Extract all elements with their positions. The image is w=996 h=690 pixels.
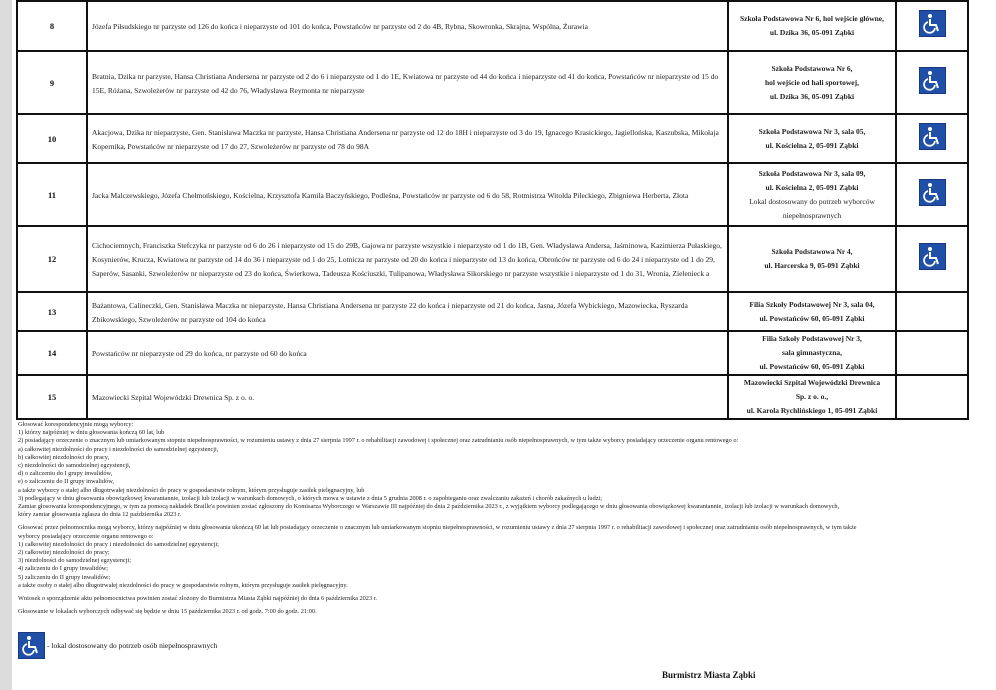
polling-place-line: Szkoła Podstawowa Nr 3, sala 09,	[758, 168, 866, 178]
note-line: 2) całkowitej niezdolności do pracy;	[18, 549, 110, 557]
polling-place-line: sala gimnastyczna,	[782, 348, 842, 357]
polling-place-line: ul. Powstańców 60, 05-091 Ząbki	[759, 313, 865, 323]
polling-place-line: ul. Dzika 36, 05-091 Ząbki	[769, 91, 855, 101]
polling-place	[728, 51, 896, 114]
note-line: c) niezdolności do samodzielnej egzystencji,	[18, 462, 131, 470]
ward-number: 12	[17, 226, 87, 292]
accessibility-legend	[18, 632, 217, 659]
accessibility-cell	[896, 375, 968, 419]
accessibility-cell	[896, 114, 968, 163]
legend-text: - lokal dostosowany do potrzeb osób niepełnosprawnych	[47, 641, 218, 650]
note-line: który zamiar głosowania zgłasza do dnia 12 października 2023 r.	[18, 511, 182, 519]
table-row	[17, 292, 968, 331]
proxy-voting-notes	[18, 524, 983, 590]
wheelchair-icon	[18, 632, 45, 659]
polling-place-line: ul. Karola Rychlińskiego 1, 05-091 Ząbki	[746, 406, 878, 415]
polling-place-line: ul. Powstańców 60, 05-091 Ząbki	[759, 362, 865, 371]
accessibility-cell	[896, 1, 968, 51]
table-row	[17, 375, 968, 419]
polling-place	[728, 331, 896, 375]
note-line: wyborcy posiadający orzeczenie organu rentowego o:	[18, 532, 154, 540]
polling-stations-table	[16, 0, 969, 420]
table-row	[17, 1, 968, 51]
polling-place-line: Szkoła Podstawowa Nr 6,	[771, 63, 853, 73]
note-line: Głosować przez pełnomocnika mogą wyborcy, którzy najpóźniej w dniu głosowania ukończą 60 lat lub posiadający orzeczenie o znacznym lub umiarkowanym stopniu niepełnosprawności, w rozumieniu ustawy z dnia 27 sierpnia 1997 r. o rehabilitacji zawodowej i społecznej oraz zatrudnianiu osób niepełnosprawnych, w tym także	[18, 524, 857, 532]
ward-streets: Jacka Malczewskiego, Józefa Chełmońskiego, Kościelna, Krzysztofa Kamila Baczyńskiego, Podleśna, Powstańców nr parzyste od 6 do 58, Rotmistrza Witolda Pileckiego, Zbigniewa Herberta, Złota	[87, 163, 728, 226]
accessibility-cell	[896, 226, 968, 292]
note-line: 3) podlegający w dniu głosowania obowiązkowej kwarantannie, izolacji lub izolacji w warunkach domowych, o których mowa w ustawie z dnia 5 grudnia 2008 r. o zapobieganiu oraz zwalczaniu zakażeń i chorób zakaźnych u ludzi;	[18, 494, 603, 502]
note-line: e) o zaliczeniu do II grupy inwalidów,	[18, 478, 114, 486]
polling-place-line: Szkoła Podstawowa Nr 3, sala 05,	[758, 126, 866, 136]
table-row	[17, 331, 968, 375]
table-row	[17, 163, 968, 226]
polling-place	[728, 292, 896, 331]
polling-place-line: Szkoła Podstawowa Nr 6, hol wejście główne,	[739, 14, 885, 23]
note-line: 2) posiadający orzeczenie o znacznym lub umiarkowanym stopniu niepełnosprawności, w rozumieniu ustawy z dnia 27 sierpnia 1997 r. o rehabilitacji zawodowej i społecznej oraz zatrudnianiu osób niepełnosprawnych, w tym także wyborcy posiadający orzeczenie organu rentowego o:	[18, 437, 739, 445]
ward-streets: Mazowiecki Szpital Wojewódzki Drewnica Sp. z o. o.	[87, 375, 728, 419]
note-line: Zamiar głosowania korespondencyjnego, w tym za pomocą nakładek Braille'a powinien zostać zgłoszony do Komisarza Wyborczego w Warszawie III najpóźniej do dnia 2 października 2023 r., z wyjątkiem wyborcy podlegającego w dniu głosowania obowiązkowej kwarantannie, izolacji lub izolacji w warunkach domowych,	[18, 503, 840, 511]
signature-mayor: Burmistrz Miasta Ząbki	[662, 670, 756, 680]
wheelchair-icon	[919, 67, 946, 94]
ward-number: 13	[17, 292, 87, 331]
table-row	[17, 51, 968, 114]
note-line: 4) zaliczeniu do I grupy inwalidów;	[18, 565, 109, 573]
accessibility-cell	[896, 51, 968, 114]
ward-streets: Akacjowa, Dzika nr nieparzyste, Gen. Stanisława Maczka nr parzyste, Hansa Christiana Andersena nr parzyste od 12 do 18H i nieparzyste od 3 do 19, Ignacego Krasickiego, Jagiellońska, Kaszubska, Mikołaja Kopernika, Powstańców nr nieparzyste od 17 do 27, Szwoleżerów nr parzyste od 78 do 98A	[87, 114, 728, 163]
postal-voting-notes	[18, 421, 983, 519]
note-line: Głosować korespondencyjnie mogą wyborcy:	[18, 421, 134, 428]
accessibility-cell	[896, 331, 968, 375]
table-row	[17, 114, 968, 163]
ward-streets: Bażantowa, Calineczki, Gen. Stanisława Maczka nr nieparzyste, Hansa Christiana Andersena nr parzyste 22 do końca i nieparzyste od 21 do końca, Jasna, Józefa Wybickiego, Mazowiecka, Ryszarda Zbikowskiego, Szwoleżerów nr parzyste od 104 do końca	[87, 292, 728, 331]
accessibility-cell	[896, 292, 968, 331]
wheelchair-icon	[919, 123, 946, 150]
polling-place	[728, 375, 896, 419]
polling-place	[728, 114, 896, 163]
polling-place	[728, 163, 896, 226]
ward-number: 15	[17, 375, 87, 419]
polling-place-line: ul. Kościelna 2, 05-091 Ząbki	[765, 182, 859, 192]
ward-streets: Cichociemnych, Franciszka Stefczyka nr parzyste od 6 do 26 i nieparzyste od 15 do 29B, Gajowa nr parzyste wszystkie i nieparzyste od 1 do 1B, Gen. Władysława Andersa, Jaśminowa, Kazimierza Pułaskiego, Kosynierów, Krucza, Kwiatowa nr parzyste od 14 do 36 i nieparzyste od 1 do 25, Lotnicza nr parzyste od 20 do końca i nieparzyste od 13 do końca, Obrońców nr parzyste od 6 do 24 i nieparzyste od 1 do 29, Saperów, Sasanki, Szwoleżerów nr nieparzyste od 23 do końca, Świerkowa, Tadeusza Kościuszki, Tulipanowa, Władysława Sikorskiego nr parzyste wszystkie i nieparzyste od 1 do 31, Wronia, Zielenieck a	[87, 226, 728, 292]
ward-streets: Józefa Piłsudskiego nr parzyste od 126 do końca i nieparzyste od 101 do końca, Powstańców nr parzyste od 2 do 4B, Rybna, Skowronka, Skrajna, Wspólna, Żurawia	[87, 1, 728, 51]
wheelchair-icon	[919, 10, 946, 37]
polling-place-line: ul. Dzika 36, 05-091 Ząbki	[769, 28, 855, 37]
note-line: 1) całkowitej niezdolności do pracy i niezdolności do samodzielnej egzystencji;	[18, 540, 219, 548]
ward-number: 9	[17, 51, 87, 114]
ward-number: 8	[17, 1, 87, 51]
note-line: 3) niezdolności do samodzielnej egzystencji;	[18, 557, 131, 565]
viewer-gutter	[0, 0, 12, 690]
polling-place-line: Sp. z o. o.,	[795, 392, 829, 401]
wheelchair-icon	[919, 243, 946, 270]
note-line: d) o zaliczeniu do I grupy inwalidów,	[18, 470, 113, 478]
note-line: 5) zaliczeniu do II grupy inwalidów;	[18, 573, 111, 581]
note-line: a także osoby o stałej albo długotrwałej niezdolności do pracy w gospodarstwie rolnym, którym przysługuje zasiłek pielęgnacyjny.	[18, 581, 348, 589]
polling-place-line: Filia Szkoły Podstawowej Nr 3,	[762, 334, 862, 343]
ward-streets: Powstańców nr nieparzyste od 29 do końca, nr parzyste od 60 do końca	[87, 331, 728, 375]
accessibility-cell	[896, 163, 968, 226]
note-line: b) całkowitej niezdolności do pracy,	[18, 453, 110, 461]
ward-number: 11	[17, 163, 87, 226]
polling-place-line: Filia Szkoły Podstawowej Nr 3, sala 04,	[749, 299, 875, 309]
polling-place-line: hol wejście od hali sportowej,	[765, 77, 859, 87]
polling-place	[728, 226, 896, 292]
polling-place-line: ul. Harcerska 9, 05-091 Ząbki	[764, 261, 860, 270]
ward-streets: Bratnia, Dzika nr parzyste, Hansa Christiana Andersena nr parzyste od 2 do 6 i nieparzyste od 1 do 1E, Kwiatowa nr parzyste od 44 do końca i nieparzyste od 41 do końca, Powstańców nr nieparzyste od 15 do 15E, Różana, Szwoleżerów nr parzyste od 42 do 76, Władysława Reymonta nr nieparzyste	[87, 51, 728, 114]
polling-place-line: ul. Kościelna 2, 05-091 Ząbki	[765, 140, 859, 150]
voting-notes	[18, 421, 983, 616]
ward-number: 10	[17, 114, 87, 163]
voting-hours-note: Głosowanie w lokalach wyborczych odbywać się będzie w dniu 15 października 2023 r. od godz. 7:00 do godz. 21:00.	[18, 608, 317, 616]
wheelchair-icon	[919, 179, 946, 206]
polling-place-note: Lokal dostosowany do potrzeb wyborców niepełnosprawnych	[749, 196, 875, 220]
polling-place-line: Szkoła Podstawowa Nr 4,	[771, 247, 853, 256]
ward-number: 14	[17, 331, 87, 375]
note-line: 1) którzy najpóźniej w dniu głosowania kończą 60 lat, lub	[18, 429, 165, 437]
polling-place	[728, 1, 896, 51]
note-line: a także wyborcy o stałej albo długotrwałej niezdolności do pracy w gospodarstwie rolnym, którym przysługuje zasiłek pielęgnacyjny, lub	[18, 486, 365, 494]
note-line: a) całkowitej niezdolności do pracy i niezdolności do samodzielnej egzystencji,	[18, 445, 219, 453]
document-page	[12, 0, 996, 690]
table-row	[17, 226, 968, 292]
proxy-deadline-note: Wniosek o sporządzenie aktu pełnomocnictwa powinien zostać złożony do Burmistrza Miasta Ząbki najpóźniej do dnia 6 października 2023 r.	[18, 595, 377, 603]
polling-place-line: Mazowiecki Szpital Wojewódzki Drewnica	[743, 378, 881, 387]
